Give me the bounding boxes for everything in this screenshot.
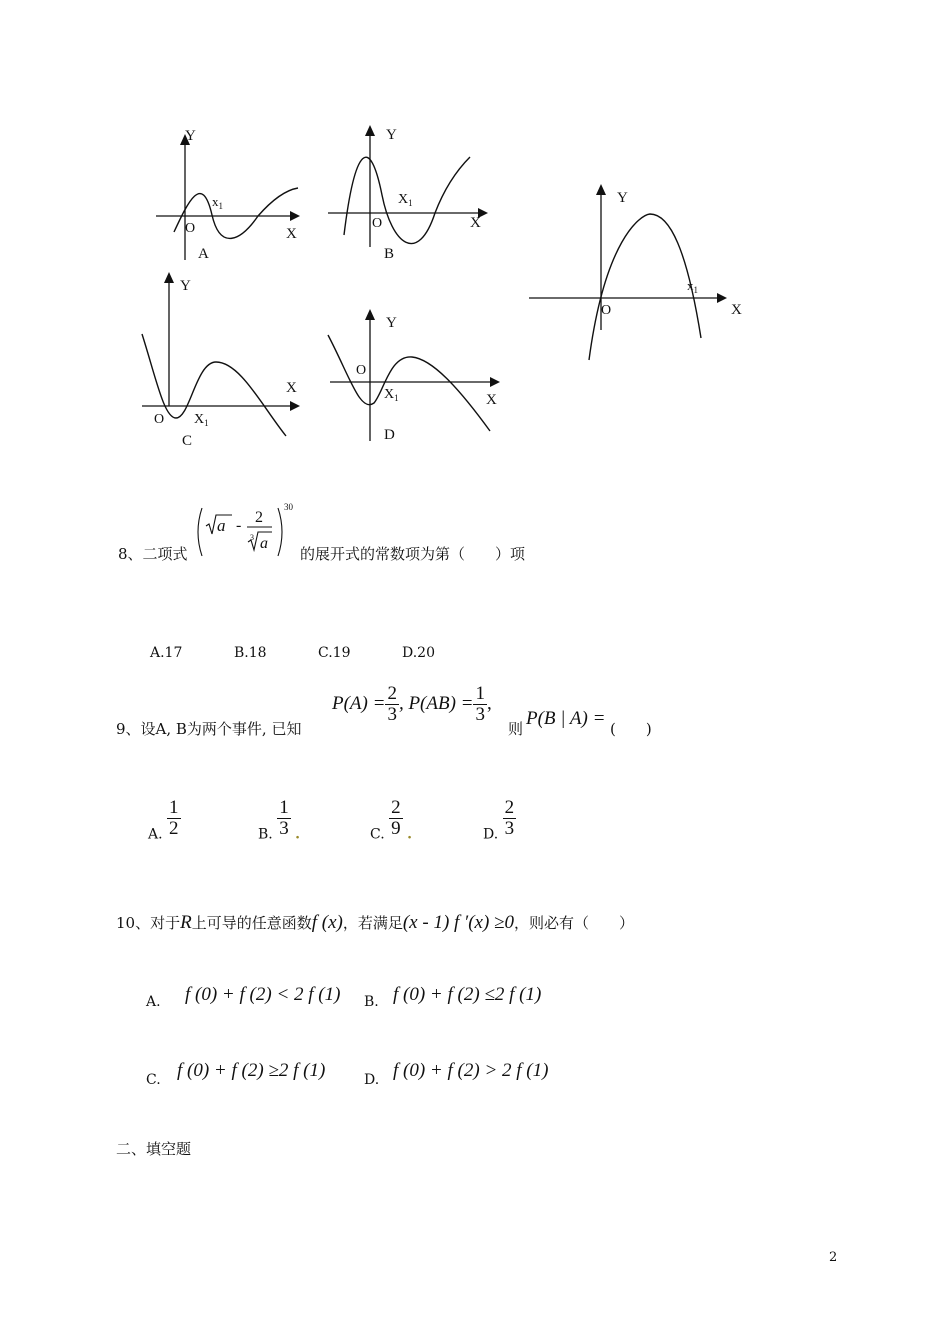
- q9-option-a-fraction: $\frac{1}{2}$: [169, 797, 179, 839]
- q8-minus: -: [236, 517, 242, 534]
- graph-a-x1-label: x: [212, 194, 219, 209]
- q10-text-4: ，则必有（ ）: [513, 914, 634, 932]
- svg-text:X1: [194, 412, 209, 428]
- graph-d-caption: D: [384, 427, 395, 443]
- graph-b-x1-sub: 1: [408, 198, 413, 208]
- graph-given-x1-sub: 1: [693, 285, 698, 295]
- graph-c-y-label: Y: [180, 278, 191, 294]
- graph-d-y-label: Y: [386, 315, 397, 331]
- q9-then: 则: [508, 720, 524, 738]
- graph-a-o-label: O: [185, 221, 196, 236]
- svg-text:x1: [687, 278, 698, 295]
- graph-a-x1-sub: 1: [218, 201, 223, 211]
- q9-conditional-probability: P(B | A) =: [526, 708, 606, 729]
- graph-b: [320, 115, 500, 265]
- q10-R: R: [180, 912, 192, 933]
- q9-fraction-1: $\frac{2}{3}$: [387, 683, 397, 725]
- q9-option-d[interactable]: D. $\frac{2}{3}$: [483, 797, 515, 843]
- graph-d-o-label: O: [356, 363, 367, 378]
- graph-b-o-label: O: [372, 216, 383, 231]
- q9-option-c[interactable]: C. $\frac{2}{9}$ .: [370, 797, 412, 843]
- q10-stem: [116, 912, 634, 934]
- graph-d: [320, 305, 510, 450]
- q10-option-d-expr: f (0) + f (2) > 2 f (1): [393, 1060, 549, 1081]
- q8-text-before: 8、二项式: [118, 545, 188, 563]
- q9-option-d-fraction: $\frac{2}{3}$: [504, 797, 515, 839]
- svg-text:X1: [384, 387, 399, 403]
- q10-option-c[interactable]: C.: [146, 1072, 161, 1088]
- q8-option-c[interactable]: C.19: [318, 645, 351, 661]
- section-heading: 二、填空题: [116, 1140, 192, 1158]
- graph-given-x1-label: x: [687, 278, 694, 293]
- q8-root-var: a: [260, 535, 268, 552]
- decorative-dot-icon: .: [295, 826, 301, 843]
- q10-text-3: ，若满足: [342, 914, 403, 932]
- q9-option-c-fraction: $\frac{2}{9}$: [391, 797, 401, 839]
- graph-d-x1-label: X: [384, 387, 395, 402]
- q10-option-d[interactable]: D.: [364, 1072, 380, 1088]
- q9-option-b[interactable]: B. $\frac{1}{3}$ .: [258, 797, 301, 843]
- q10-text-1: 10、对于: [116, 914, 181, 932]
- q10-option-a[interactable]: A.: [146, 994, 161, 1010]
- graph-a-y-label: Y: [185, 128, 196, 144]
- q8-binomial-expression: [192, 498, 302, 566]
- graph-b-x1-label: X: [398, 192, 409, 207]
- graph-given-y-label: Y: [617, 190, 628, 206]
- graph-c: [132, 268, 312, 450]
- q8-sqrt-var: a: [217, 516, 226, 535]
- graph-d-x1-sub: 1: [394, 393, 399, 403]
- q8-text-after: 的展开式的常数项为第（ ）项: [300, 545, 526, 563]
- graph-b-x-label: X: [470, 215, 481, 231]
- q9-pa: P(A) =: [332, 692, 386, 714]
- q10-condition: (x - 1) f ′(x) ≥0: [402, 912, 514, 933]
- graph-b-caption: B: [384, 246, 395, 262]
- graph-c-x1-sub: 1: [204, 418, 209, 428]
- graph-c-x-label: X: [286, 380, 297, 396]
- q10-text-2: 上可导的任意函数: [191, 914, 312, 932]
- graph-d-x-label: X: [486, 392, 497, 408]
- q9-text-before: 9、设A, B为两个事件, 已知: [116, 720, 302, 738]
- graph-a-x-label: X: [286, 226, 297, 242]
- graph-b-y-label: Y: [386, 127, 397, 143]
- svg-text:x1: [212, 194, 223, 211]
- graph-c-o-label: O: [154, 412, 165, 427]
- q10-option-c-expr: f (0) + f (2) ≥2 f (1): [177, 1060, 326, 1081]
- q10-fx: f (x): [311, 912, 343, 933]
- q9-option-b-fraction: $\frac{1}{3}$: [279, 797, 289, 839]
- q8-option-a[interactable]: A.17: [150, 645, 183, 661]
- decorative-dot-icon: .: [407, 826, 412, 843]
- q8-option-d[interactable]: D.20: [402, 645, 435, 661]
- q10-option-b[interactable]: B.: [364, 994, 379, 1010]
- q9-pab: , P(AB) =: [398, 692, 474, 714]
- q8-root-index: 3: [250, 533, 254, 542]
- graph-c-x1-label: X: [194, 412, 205, 427]
- graph-a-caption: A: [198, 246, 209, 262]
- q9-option-a[interactable]: A. $\frac{1}{2}$: [148, 797, 179, 843]
- q9-fraction-2: $\frac{1}{3}$: [475, 683, 485, 725]
- q9-answer-paren: ( ): [610, 720, 652, 738]
- graph-given-o-label: O: [601, 303, 612, 318]
- q9-comma: ,: [486, 692, 492, 714]
- svg-text:X1: [398, 192, 413, 208]
- q10-option-a-expr: f (0) + f (2) < 2 f (1): [185, 984, 341, 1005]
- q8-exponent: 30: [284, 502, 293, 512]
- graph-a: [140, 120, 320, 270]
- q9-given-probabilities: [332, 684, 492, 725]
- graph-given: [525, 180, 755, 370]
- q8-option-b[interactable]: B.18: [234, 645, 267, 661]
- q10-option-b-expr: f (0) + f (2) ≤2 f (1): [393, 984, 542, 1005]
- page-number: 2: [829, 1250, 838, 1265]
- graph-c-caption: C: [182, 433, 193, 449]
- q8-numerator: 2: [255, 509, 263, 526]
- graph-given-x-label: X: [731, 302, 742, 318]
